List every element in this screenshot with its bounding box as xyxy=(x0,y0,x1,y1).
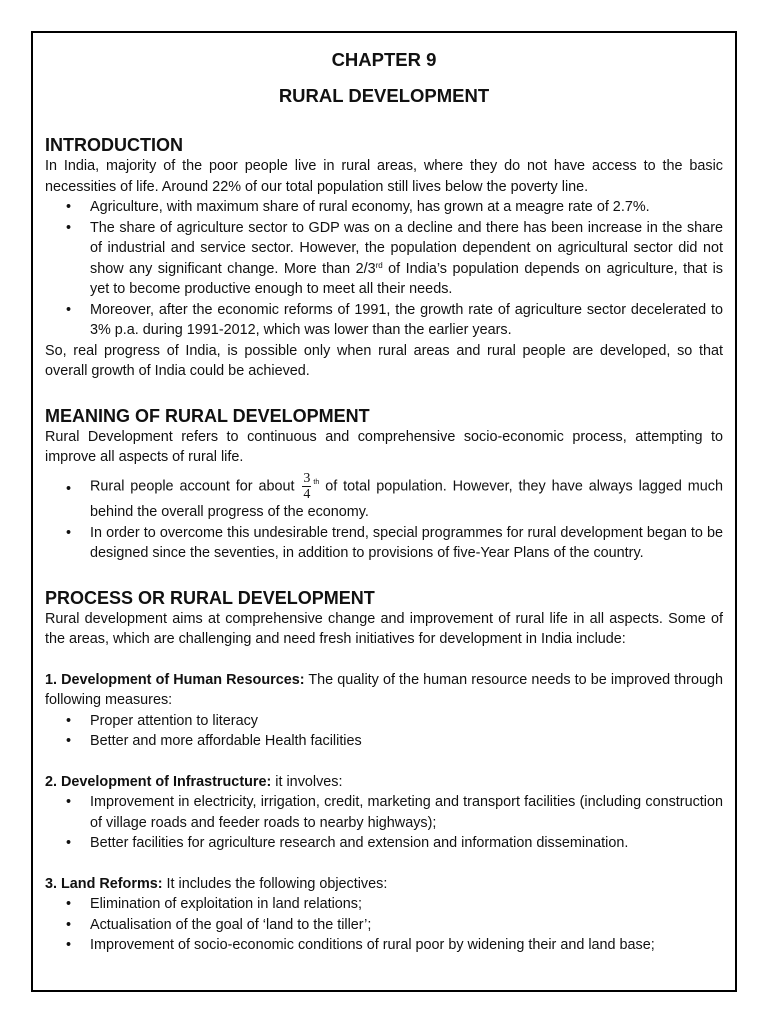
bullet-icon: • xyxy=(66,916,72,933)
fraction: $\frac{3}{4}$ xyxy=(303,470,311,502)
process-paragraph: Rural development aims at comprehensive change and improvement of rural life in all aspects. Some of the areas, which are challenging and need fresh initiatives for development in India include: xyxy=(45,610,723,647)
list-item: • In order to overcome this undesirable trend, special programmes for rural development began to be designed since the seventies, in addition to provisions of five-Year Plans of the country. xyxy=(66,524,723,561)
list-item: • Better and more affordable Health facilities xyxy=(45,731,723,752)
list-item: • Rural people account for about $\frac{3}{4}$ $^{th}$ of total population. However, they have always lagged much behind the overall progress of the economy. xyxy=(66,470,723,520)
list-item: • Moreover, after the economic reforms of 1991, the growth rate of agriculture sector decelerated to 3% p.a. during 1991-2012, which was lower than the earlier years. xyxy=(66,301,723,338)
process-heading: PROCESS OR RURAL DEVELOPMENT xyxy=(45,587,375,608)
list-item: • Improvement of socio-economic conditions of rural poor by widening their and land base; xyxy=(45,935,723,956)
human-resources-bullets xyxy=(45,711,723,752)
land-reforms-bullets xyxy=(45,894,723,956)
intro-paragraph-2: So, real progress of India, is possible only when rural areas and rural people are developed, so that overall growth of India could be achieved. xyxy=(45,342,723,379)
bullet-icon: • xyxy=(66,712,72,729)
intro-heading: INTRODUCTION xyxy=(45,135,183,155)
list-item: • Improvement in electricity, irrigation, credit, marketing and transport facilities (including construction of village roads and feeder roads to nearby highways); xyxy=(66,794,723,831)
list-item: • Agriculture, with maximum share of rural economy, has grown at a meagre rate of 2.7%. xyxy=(45,197,723,218)
process-item-infrastructure: 2. Development of Infrastructure: it involves: xyxy=(45,773,343,790)
bullet-icon: • xyxy=(66,937,72,953)
bullet-icon: • xyxy=(66,480,72,497)
meaning-paragraph: Rural Development refers to continuous and comprehensive socio-economic process, attempting to improve all aspects of rural life. xyxy=(45,428,723,465)
bullet-icon: • xyxy=(66,794,72,810)
bullet-icon: • xyxy=(66,524,72,541)
intro-bullet-list xyxy=(45,197,723,341)
chapter-title: RURAL DEVELOPMENT xyxy=(278,85,490,106)
list-item: • Actualisation of the goal of ‘land to the tiller’; xyxy=(45,915,723,936)
meaning-bullet-list xyxy=(45,471,723,564)
infrastructure-bullets xyxy=(45,792,723,854)
bullet-icon: • xyxy=(66,733,72,749)
bullet-icon: • xyxy=(66,896,72,912)
chapter-number: CHAPTER 9 xyxy=(331,49,437,70)
bullet-icon: • xyxy=(66,301,72,318)
list-item: • Proper attention to literacy xyxy=(45,711,723,732)
list-item: • The share of agriculture sector to GDP was on a decline and there has been increase in the share of industrial and service sector. However, the population dependent on agricultural sector did not show any significant change. More than 2/3rd of India’s population depends on agriculture, that is yet to become productive enough to meet all their needs. xyxy=(66,219,723,297)
list-item: • Better facilities for agriculture research and extension and information dissemination. xyxy=(45,833,723,854)
bullet-icon: • xyxy=(66,835,72,851)
document-body xyxy=(45,44,723,956)
process-item-land-reforms: 3. Land Reforms: It includes the following objectives: xyxy=(45,875,388,892)
meaning-heading: MEANING OF RURAL DEVELOPMENT xyxy=(45,405,370,426)
list-item: • Elimination of exploitation in land relations; xyxy=(45,894,723,915)
intro-paragraph-1: In India, majority of the poor people live in rural areas, where they do not have access to the basic necessities of life. Around 22% of our total population still lives below the poverty line. xyxy=(45,158,723,195)
bullet-icon: • xyxy=(66,219,72,236)
process-item-human-resources: 1. Development of Human Resources: The quality of the human resource needs to be improved through following measures: xyxy=(45,671,723,708)
bullet-icon: • xyxy=(66,199,72,215)
